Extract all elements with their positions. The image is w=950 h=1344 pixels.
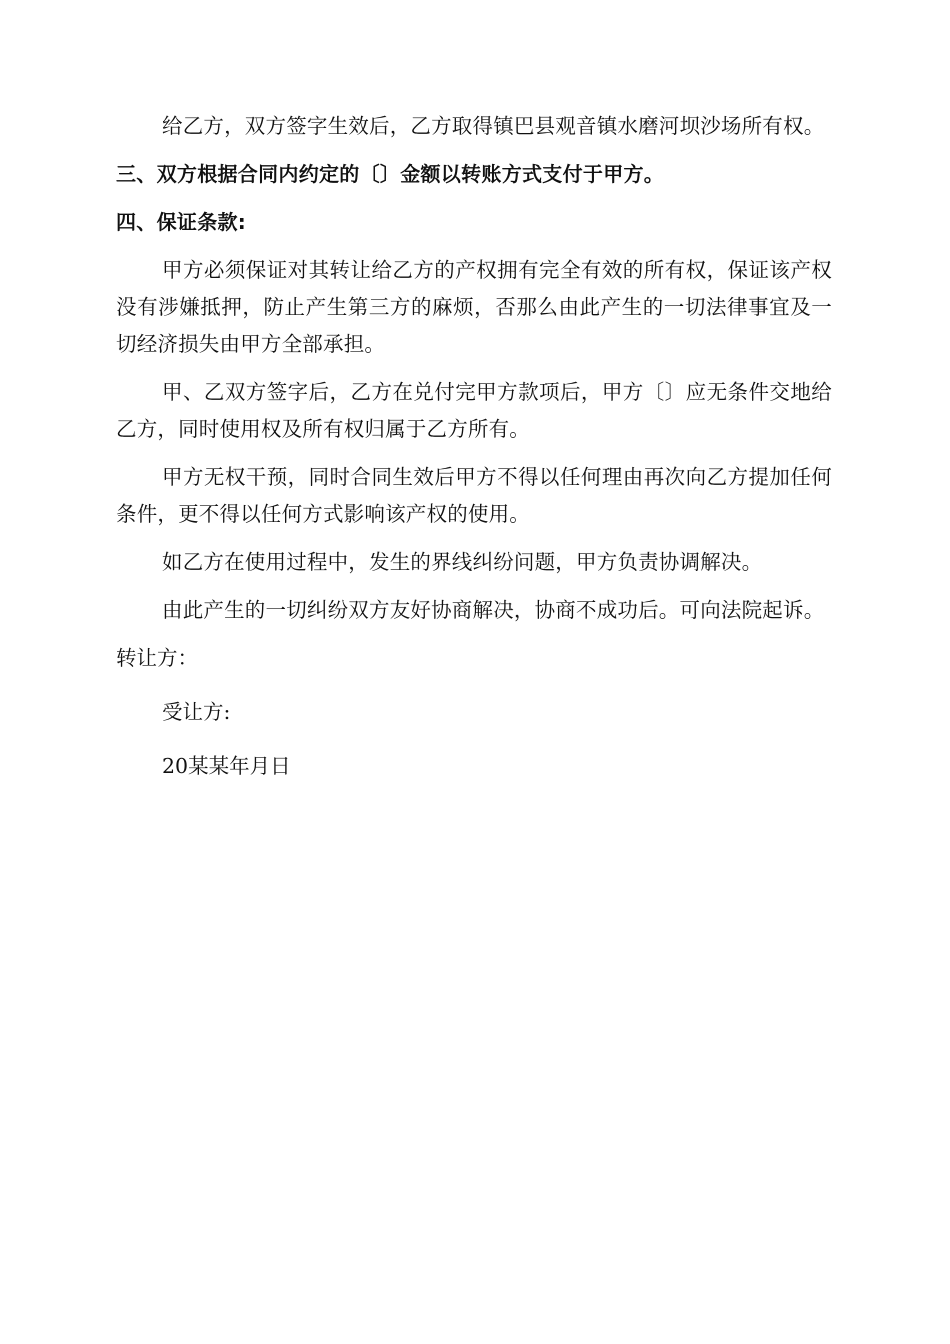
signature-date: 20某某年月日 [162,754,291,778]
signature-transferee-label: 受让方: [162,700,231,724]
paragraph-dispute-resolution: 由此产生的一切纠纷双方友好协商解决，协商不成功后。可向法院起诉。 [162,598,825,622]
paragraph-boundary-disputes: 如乙方在使用过程中，发生的界线纠纷问题，甲方负责协调解决。 [162,550,763,574]
signature-transferor-label: 转让方： [116,646,198,670]
paragraph-guarantee-ownership: 甲方必须保证对其转让给乙方的产权拥有完全有效的所有权，保证该产权没有涉嫌抵押，防止产生第三方的麻烦，否那么由此产生的一切法律事宜及一切经济损失由甲方全部承担。 [116,258,832,356]
paragraph-land-handover: 甲、乙双方签字后，乙方在兑付完甲方款项后，甲方〔〕应无条件交地给乙方，同时使用权及所有权归属于乙方所有。 [116,380,832,441]
paragraph-no-interference: 甲方无权干预，同时合同生效后甲方不得以任何理由再次向乙方提加任何条件，更不得以任何方式影响该产权的使用。 [116,465,832,526]
document-page [116,108,832,802]
section-heading-payment: 三、双方根据合同内约定的〔〕金额以转账方式支付于甲方。 [116,162,665,186]
section-heading-guarantee: 四、保证条款: [116,210,247,234]
paragraph-ownership: 给乙方，双方签字生效后，乙方取得镇巴县观音镇水磨河坝沙场所有权。 [162,114,825,138]
